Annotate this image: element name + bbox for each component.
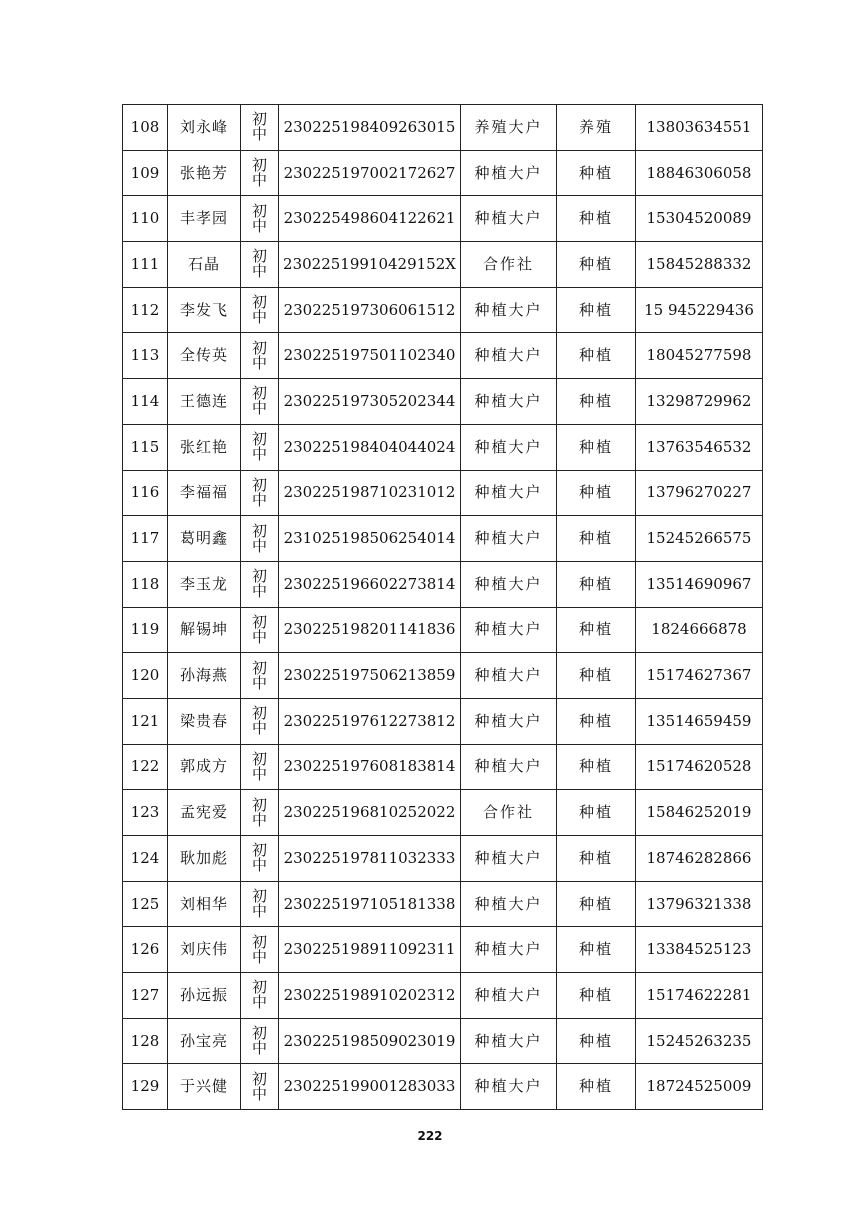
row-number-cell: 129 — [123, 1064, 168, 1110]
id-number-cell: 230225198911092311 — [279, 927, 461, 973]
table-row — [123, 1064, 763, 1110]
education-char: 中 — [251, 171, 267, 190]
phone-cell: 15245266575 — [636, 516, 763, 562]
education-char: 中 — [251, 673, 267, 692]
table-row — [123, 561, 763, 607]
education-char: 中 — [251, 902, 267, 921]
education-char: 中 — [251, 125, 267, 144]
id-number-cell: 230225197608183814 — [279, 744, 461, 790]
id-number-cell: 230225197105181338 — [279, 881, 461, 927]
education-char: 中 — [251, 1084, 267, 1103]
education-char: 中 — [251, 627, 267, 646]
id-number-cell: 230225199001283033 — [279, 1064, 461, 1110]
industry-cell: 养殖 — [557, 105, 636, 151]
table-row — [123, 836, 763, 882]
entity-type-cell: 种植大户 — [461, 744, 557, 790]
row-number-cell: 125 — [123, 881, 168, 927]
education-char: 初 — [251, 156, 267, 175]
education-cell — [241, 196, 279, 242]
row-number-cell: 123 — [123, 790, 168, 836]
education-cell — [241, 698, 279, 744]
education-char: 中 — [251, 764, 267, 783]
education-char: 中 — [251, 216, 267, 235]
name-cell: 刘庆伟 — [168, 927, 241, 973]
table-row — [123, 1018, 763, 1064]
id-number-cell: 231025198506254014 — [279, 516, 461, 562]
education-char: 中 — [251, 308, 267, 327]
industry-cell: 种植 — [557, 1018, 636, 1064]
education-char: 初 — [251, 110, 267, 129]
name-cell: 全传英 — [168, 333, 241, 379]
row-number-cell: 115 — [123, 424, 168, 470]
id-number-cell: 230225196810252022 — [279, 790, 461, 836]
row-number-cell: 128 — [123, 1018, 168, 1064]
row-number-cell: 110 — [123, 196, 168, 242]
education-cell — [241, 1064, 279, 1110]
table-row — [123, 196, 763, 242]
education-char: 初 — [251, 749, 267, 768]
education-char: 中 — [251, 719, 267, 738]
industry-cell: 种植 — [557, 653, 636, 699]
table-row — [123, 105, 763, 151]
name-cell: 丰孝园 — [168, 196, 241, 242]
row-number-cell: 127 — [123, 973, 168, 1019]
phone-cell: 13514659459 — [636, 698, 763, 744]
industry-cell: 种植 — [557, 744, 636, 790]
education-cell — [241, 105, 279, 151]
industry-cell: 种植 — [557, 424, 636, 470]
entity-type-cell: 种植大户 — [461, 287, 557, 333]
name-cell: 张艳芳 — [168, 150, 241, 196]
row-number-cell: 114 — [123, 379, 168, 425]
education-cell — [241, 836, 279, 882]
phone-cell: 13298729962 — [636, 379, 763, 425]
industry-cell: 种植 — [557, 836, 636, 882]
education-char: 中 — [251, 810, 267, 829]
id-number-cell: 230225198710231012 — [279, 470, 461, 516]
entity-type-cell: 种植大户 — [461, 424, 557, 470]
name-cell: 李福福 — [168, 470, 241, 516]
id-number-cell: 230225498604122621 — [279, 196, 461, 242]
id-number-cell: 230225196602273814 — [279, 561, 461, 607]
education-cell — [241, 790, 279, 836]
entity-type-cell: 种植大户 — [461, 516, 557, 562]
table-row — [123, 470, 763, 516]
entity-type-cell: 养殖大户 — [461, 105, 557, 151]
id-number-cell: 230225198409263015 — [279, 105, 461, 151]
entity-type-cell: 合作社 — [461, 242, 557, 288]
id-number-cell: 230225198509023019 — [279, 1018, 461, 1064]
entity-type-cell: 种植大户 — [461, 196, 557, 242]
entity-type-cell: 合作社 — [461, 790, 557, 836]
entity-type-cell: 种植大户 — [461, 561, 557, 607]
phone-cell: 13514690967 — [636, 561, 763, 607]
phone-cell: 15 945229436 — [636, 287, 763, 333]
industry-cell: 种植 — [557, 150, 636, 196]
id-number-cell: 230225198404044024 — [279, 424, 461, 470]
education-char: 中 — [251, 262, 267, 281]
entity-type-cell: 种植大户 — [461, 1018, 557, 1064]
education-char: 初 — [251, 521, 267, 540]
education-char: 初 — [251, 795, 267, 814]
entity-type-cell: 种植大户 — [461, 836, 557, 882]
education-char: 中 — [251, 582, 267, 601]
row-number-cell: 116 — [123, 470, 168, 516]
education-char: 中 — [251, 445, 267, 464]
table-row — [123, 698, 763, 744]
education-char: 中 — [251, 947, 267, 966]
education-cell — [241, 242, 279, 288]
phone-cell: 18045277598 — [636, 333, 763, 379]
education-char: 初 — [251, 658, 267, 677]
industry-cell: 种植 — [557, 516, 636, 562]
education-cell — [241, 287, 279, 333]
id-number-cell: 230225197305202344 — [279, 379, 461, 425]
name-cell: 李玉龙 — [168, 561, 241, 607]
education-char: 中 — [251, 490, 267, 509]
records-table — [122, 104, 763, 1110]
entity-type-cell: 种植大户 — [461, 653, 557, 699]
education-char: 初 — [251, 475, 267, 494]
education-char: 中 — [251, 536, 267, 555]
table-row — [123, 287, 763, 333]
row-number-cell: 119 — [123, 607, 168, 653]
phone-cell: 15304520089 — [636, 196, 763, 242]
phone-cell: 15174622281 — [636, 973, 763, 1019]
row-number-cell: 109 — [123, 150, 168, 196]
industry-cell: 种植 — [557, 790, 636, 836]
education-char: 初 — [251, 978, 267, 997]
entity-type-cell: 种植大户 — [461, 333, 557, 379]
entity-type-cell: 种植大户 — [461, 470, 557, 516]
entity-type-cell: 种植大户 — [461, 927, 557, 973]
table-row — [123, 516, 763, 562]
id-number-cell: 230225197002172627 — [279, 150, 461, 196]
industry-cell: 种植 — [557, 379, 636, 425]
entity-type-cell: 种植大户 — [461, 607, 557, 653]
phone-cell: 13763546532 — [636, 424, 763, 470]
education-char: 初 — [251, 247, 267, 266]
education-cell — [241, 927, 279, 973]
name-cell: 葛明鑫 — [168, 516, 241, 562]
phone-cell: 15846252019 — [636, 790, 763, 836]
education-cell — [241, 516, 279, 562]
name-cell: 王德连 — [168, 379, 241, 425]
phone-cell: 13796270227 — [636, 470, 763, 516]
phone-cell: 13803634551 — [636, 105, 763, 151]
entity-type-cell: 种植大户 — [461, 379, 557, 425]
phone-cell: 18724525009 — [636, 1064, 763, 1110]
education-char: 中 — [251, 353, 267, 372]
entity-type-cell: 种植大户 — [461, 881, 557, 927]
id-number-cell: 230225197506213859 — [279, 653, 461, 699]
table-row — [123, 973, 763, 1019]
education-char: 初 — [251, 932, 267, 951]
industry-cell: 种植 — [557, 881, 636, 927]
id-number-cell: 230225198910202312 — [279, 973, 461, 1019]
phone-cell: 18846306058 — [636, 150, 763, 196]
id-number-cell: 230225197811032333 — [279, 836, 461, 882]
name-cell: 解锡坤 — [168, 607, 241, 653]
row-number-cell: 118 — [123, 561, 168, 607]
education-char: 初 — [251, 887, 267, 906]
education-char: 中 — [251, 993, 267, 1012]
entity-type-cell: 种植大户 — [461, 698, 557, 744]
industry-cell: 种植 — [557, 927, 636, 973]
row-number-cell: 126 — [123, 927, 168, 973]
education-char: 初 — [251, 293, 267, 312]
industry-cell: 种植 — [557, 470, 636, 516]
id-number-cell: 230225197306061512 — [279, 287, 461, 333]
industry-cell: 种植 — [557, 242, 636, 288]
education-cell — [241, 881, 279, 927]
education-cell — [241, 379, 279, 425]
id-number-cell: 230225197501102340 — [279, 333, 461, 379]
education-cell — [241, 744, 279, 790]
education-char: 初 — [251, 338, 267, 357]
table-row — [123, 881, 763, 927]
education-char: 初 — [251, 430, 267, 449]
education-char: 中 — [251, 1039, 267, 1058]
education-cell — [241, 1018, 279, 1064]
industry-cell: 种植 — [557, 607, 636, 653]
table-row — [123, 424, 763, 470]
name-cell: 梁贵春 — [168, 698, 241, 744]
industry-cell: 种植 — [557, 287, 636, 333]
table-row — [123, 379, 763, 425]
education-cell — [241, 424, 279, 470]
phone-cell: 15174627367 — [636, 653, 763, 699]
entity-type-cell: 种植大户 — [461, 1064, 557, 1110]
name-cell: 张红艳 — [168, 424, 241, 470]
id-number-cell: 230225197612273812 — [279, 698, 461, 744]
education-char: 初 — [251, 1069, 267, 1088]
row-number-cell: 124 — [123, 836, 168, 882]
education-char: 中 — [251, 399, 267, 418]
education-char: 初 — [251, 841, 267, 860]
row-number-cell: 113 — [123, 333, 168, 379]
row-number-cell: 117 — [123, 516, 168, 562]
phone-cell: 1824666878 — [636, 607, 763, 653]
page-number: 222 — [417, 1129, 443, 1143]
name-cell: 郭成方 — [168, 744, 241, 790]
education-char: 初 — [251, 384, 267, 403]
row-number-cell: 120 — [123, 653, 168, 699]
education-cell — [241, 470, 279, 516]
industry-cell: 种植 — [557, 333, 636, 379]
id-number-cell: 230225198201141836 — [279, 607, 461, 653]
table-row — [123, 150, 763, 196]
name-cell: 刘永峰 — [168, 105, 241, 151]
education-char: 初 — [251, 704, 267, 723]
name-cell: 孙宝亮 — [168, 1018, 241, 1064]
education-char: 初 — [251, 612, 267, 631]
table-row — [123, 744, 763, 790]
name-cell: 孟宪爱 — [168, 790, 241, 836]
id-number-cell: 23022519910429152X — [279, 242, 461, 288]
name-cell: 孙海燕 — [168, 653, 241, 699]
phone-cell: 13384525123 — [636, 927, 763, 973]
entity-type-cell: 种植大户 — [461, 150, 557, 196]
education-cell — [241, 150, 279, 196]
row-number-cell: 112 — [123, 287, 168, 333]
industry-cell: 种植 — [557, 973, 636, 1019]
education-cell — [241, 653, 279, 699]
industry-cell: 种植 — [557, 196, 636, 242]
phone-cell: 13796321338 — [636, 881, 763, 927]
education-cell — [241, 607, 279, 653]
row-number-cell: 108 — [123, 105, 168, 151]
name-cell: 石晶 — [168, 242, 241, 288]
phone-cell: 18746282866 — [636, 836, 763, 882]
name-cell: 刘相华 — [168, 881, 241, 927]
table-row — [123, 242, 763, 288]
industry-cell: 种植 — [557, 561, 636, 607]
row-number-cell: 121 — [123, 698, 168, 744]
name-cell: 李发飞 — [168, 287, 241, 333]
name-cell: 于兴健 — [168, 1064, 241, 1110]
table-row — [123, 607, 763, 653]
education-char: 初 — [251, 1024, 267, 1043]
education-char: 初 — [251, 567, 267, 586]
education-char: 初 — [251, 201, 267, 220]
phone-cell: 15245263235 — [636, 1018, 763, 1064]
records-table-body — [123, 105, 763, 1110]
name-cell: 孙远振 — [168, 973, 241, 1019]
education-cell — [241, 333, 279, 379]
table-row — [123, 790, 763, 836]
education-cell — [241, 561, 279, 607]
row-number-cell: 111 — [123, 242, 168, 288]
table-row — [123, 333, 763, 379]
education-char: 中 — [251, 856, 267, 875]
name-cell: 耿加彪 — [168, 836, 241, 882]
table-row — [123, 653, 763, 699]
entity-type-cell: 种植大户 — [461, 973, 557, 1019]
table-row — [123, 927, 763, 973]
industry-cell: 种植 — [557, 1064, 636, 1110]
row-number-cell: 122 — [123, 744, 168, 790]
phone-cell: 15845288332 — [636, 242, 763, 288]
phone-cell: 15174620528 — [636, 744, 763, 790]
industry-cell: 种植 — [557, 698, 636, 744]
education-cell — [241, 973, 279, 1019]
